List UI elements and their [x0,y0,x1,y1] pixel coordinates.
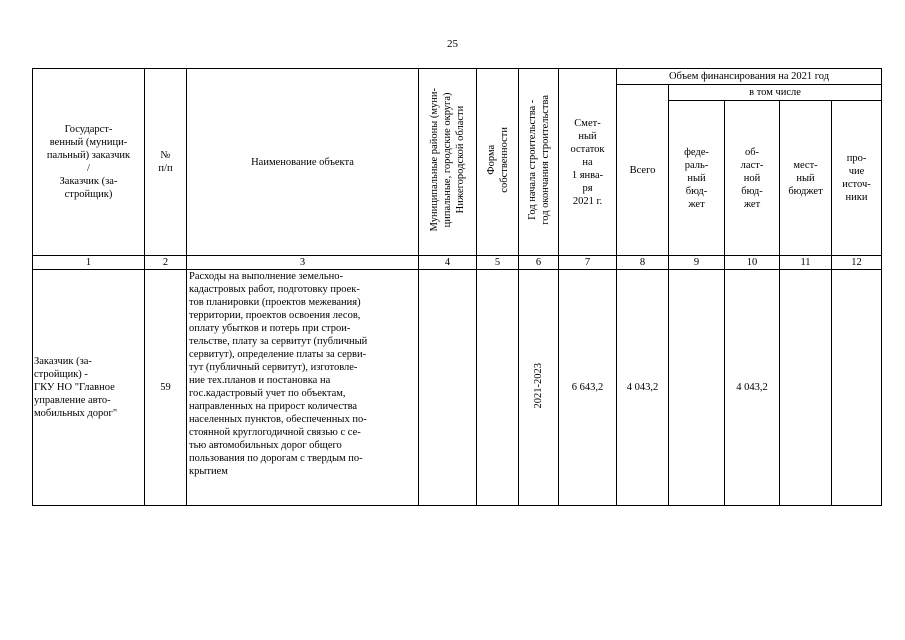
header-federal: феде- раль- ный бюд- жет [669,101,725,256]
header-years: Год начала строительства - год окончания строительства [519,69,559,256]
col-number: 3 [187,256,419,270]
cell-local [780,270,832,506]
column-numbers-row [33,256,882,270]
cell-years: 2021-2023 [519,270,559,506]
col-number: 2 [145,256,187,270]
header-object-name: Наименование объекта [187,69,419,256]
cell-federal [669,270,725,506]
cell-regional: 4 043,2 [725,270,780,506]
col-number: 7 [559,256,617,270]
col-number: 6 [519,256,559,270]
header-including: в том числе [669,85,882,101]
col-number: 11 [780,256,832,270]
col-number: 5 [477,256,519,270]
col-number: 8 [617,256,669,270]
col-number: 1 [33,256,145,270]
header-balance: Смет- ный остаток на 1 янва- ря 2021 г. [559,69,617,256]
col-number: 4 [419,256,477,270]
col-number: 10 [725,256,780,270]
header-municipality: Муниципальные районы (муни- ципальные, городские округа) Нижегородской области [419,69,477,256]
table-row [33,270,882,506]
header-funding-title: Объем финансирования на 2021 год [617,69,882,85]
header-other: про- чие источ- ники [832,101,882,256]
header-local: мест- ный бюджет [780,101,832,256]
header-regional: об- ласт- ной бюд- жет [725,101,780,256]
header-ownership: Форма собственности [477,69,519,256]
header-customer: Государст- венный (муници- пальный) заказчик / Заказчик (за- стройщик) [33,69,145,256]
header-number: № п/п [145,69,187,256]
cell-other [832,270,882,506]
page-number: 25 [447,38,458,50]
cell-total: 4 043,2 [617,270,669,506]
header-total: Всего [617,85,669,256]
cell-number: 59 [145,270,187,506]
col-number: 12 [832,256,882,270]
col-number: 9 [669,256,725,270]
cell-municipality [419,270,477,506]
cell-customer: Заказчик (за- стройщик) - ГКУ НО "Главное управление авто- мобильных дорог" [33,270,145,506]
cell-balance: 6 643,2 [559,270,617,506]
cell-object-name: Расходы на выполнение земельно- кадастровых работ, подготовку проек- тов планировки (проектов межевания) территории, проектов освоения лесов, оплату убытков и потерь при строи- тельстве, плату за сервитут (публичный сервитут), определение платы за серви- тут (публичный сервитут), изготовле- ние тех.планов и постановка на гос.кадастровый учет по объектам, направленных на прирост количества населенных пунктов, обеспеченных по- стоянной круглогодичной связью с се- тью автомобильных дорог общего пользования по дорогам с твердым по- крытием [187,270,419,506]
cell-ownership [477,270,519,506]
financing-table [32,68,882,506]
